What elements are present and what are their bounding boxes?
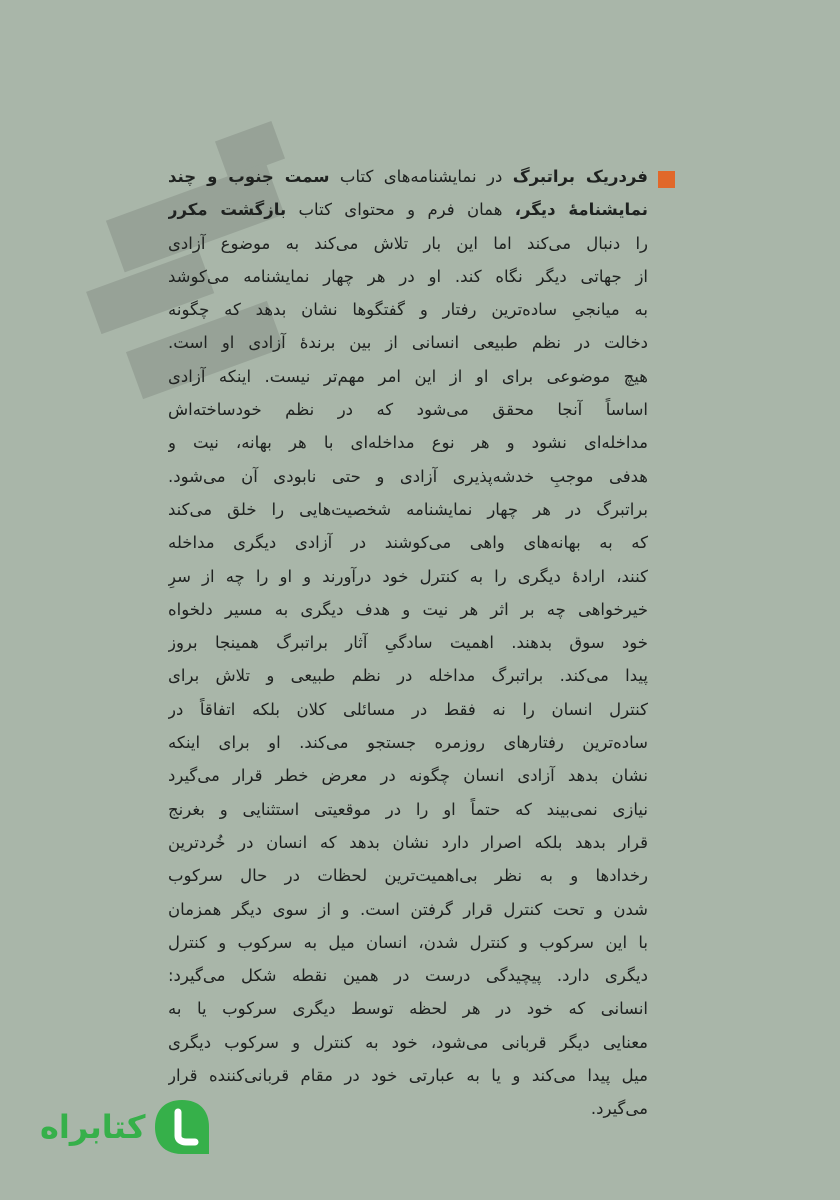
text-line	[168, 493, 648, 526]
text-line	[168, 992, 648, 1025]
text-segment: به میانجیِ ساده‌ترین رفتار و گفتگوها نشان بدهد که چگونه	[168, 300, 648, 320]
text-segment: معنایی دیگر قربانی می‌شود، خود به کنترل و سرکوب دیگری	[168, 1032, 648, 1052]
text-line	[168, 759, 648, 792]
text-line	[168, 393, 648, 426]
text-line	[168, 626, 648, 659]
text-line	[168, 659, 648, 692]
text-line	[168, 526, 648, 559]
text-segment: رخدادها و به نظر بی‌اهمیت‌ترین لحظات در حال سرکوب	[168, 866, 648, 886]
text-line	[168, 193, 648, 226]
book-leaf-icon	[151, 1096, 213, 1158]
text-line	[168, 826, 648, 859]
text-segment: هدفی موجبِ خدشه‌پذیری آزادی و حتی نابودی آن می‌شود.	[168, 466, 648, 486]
text-segment: میل پیدا می‌کند و یا به عبارتی خود در مقام قربانی‌کننده قرار	[168, 1066, 648, 1086]
text-segment: را دنبال می‌کند اما این بار تلاش می‌کند به موضوع آزادی	[168, 233, 648, 253]
bold-text-segment: فردریک براتبرگ	[512, 167, 648, 186]
text-segment: که به بهانه‌های واهی می‌کوشند در آزادی دیگری مداخله	[168, 533, 648, 553]
text-segment: از جهاتی دیگر نگاه کند. او در هر چهار نمایشنامه می‌کوشد	[168, 266, 648, 286]
text-segment: مداخله‌ای نشود و هر نوع مداخله‌ای با هر بهانه، نیت و	[168, 433, 648, 453]
text-segment: نیازی نمی‌بیند که حتماً او را در موقعیتی استثنایی و بغرنج	[168, 799, 648, 819]
text-segment: نشان بدهد آزادی انسان چگونه در معرض خطر قرار می‌گیرد	[168, 766, 648, 786]
text-segment: کنند، ارادهٔ دیگری را به کنترل خود درآورند و او را چه از سرِ	[168, 566, 648, 586]
bold-text-segment: نمایشنامهٔ دیگر،	[514, 200, 648, 220]
text-line	[168, 227, 648, 260]
text-segment: دخالت در نظم طبیعی انسانی از بین برندهٔ آزادی او است.	[168, 333, 648, 353]
text-segment: می‌گیرد.	[590, 1099, 648, 1119]
text-segment: دیگری دارد. پیچیدگی درست در همین نقطه شکل می‌گیرد:	[168, 966, 648, 986]
text-line	[168, 593, 648, 626]
text-line	[168, 1092, 648, 1125]
bold-text-segment: سمت جنوب و چند	[168, 167, 330, 186]
text-segment: قرار بدهد بلکه اصرار دارد نشان بدهد که انسان در خُردترین	[168, 832, 648, 852]
text-line	[168, 926, 648, 959]
text-line	[168, 959, 648, 992]
text-segment: خود سوق بدهند. اهمیت سادگیِ آثار براتبرگ همینجا بروز	[168, 633, 648, 653]
text-segment: در نمایشنامه‌های کتاب	[329, 167, 513, 186]
text-line	[168, 560, 648, 593]
text-segment: کنترل انسان را نه فقط در مسائلی کلان بلکه اتفاقاً در	[168, 699, 648, 719]
text-segment: شدن و تحت کنترل قرار گرفتن است. و از سوی دیگر همزمان	[168, 899, 648, 919]
logo-wordmark: کتابراه	[40, 1108, 146, 1146]
text-line	[168, 160, 648, 193]
text-segment: ساده‌ترین رفتارهای روزمره جستجو می‌کند. او برای اینکه	[168, 733, 648, 753]
text-line	[168, 326, 648, 359]
text-line	[168, 1026, 648, 1059]
bold-text-segment: بازگشت مکرر	[168, 200, 287, 220]
text-line	[168, 793, 648, 826]
text-line	[168, 293, 648, 326]
text-line	[168, 859, 648, 892]
article-body	[168, 160, 648, 1126]
text-line	[168, 460, 648, 493]
text-line	[168, 360, 648, 393]
text-line	[168, 893, 648, 926]
text-segment: هیچ موضوعی برای او از این امر مهم‌تر نیست. اینکه آزادی	[168, 366, 648, 386]
text-line	[168, 260, 648, 293]
text-segment: براتبرگ در هر چهار نمایشنامه شخصیت‌هایی را خلق می‌کند	[168, 499, 648, 519]
paragraph-bullet-marker	[658, 171, 675, 188]
text-segment: همان فرم و محتوای کتاب	[286, 200, 515, 220]
text-line	[168, 693, 648, 726]
text-line	[168, 726, 648, 759]
text-segment: انسانی که خود در هر لحظه توسط دیگری سرکوب یا به	[168, 999, 648, 1019]
text-segment: خیرخواهی چه بر اثر هر نیت و هدف دیگری به مسیر دلخواه	[168, 599, 648, 619]
text-segment: با این سرکوب و کنترل شدن، انسان میل به سرکوب و کنترل	[168, 932, 648, 952]
text-line	[168, 1059, 648, 1092]
kitabrah-logo	[40, 1092, 220, 1162]
text-line	[168, 426, 648, 459]
text-segment: اساساً آنجا محقق می‌شود که در نظم خودساخته‌اش	[168, 400, 648, 420]
text-segment: پیدا می‌کند. براتبرگ مداخله در نظم طبیعی و تلاش برای	[168, 666, 648, 686]
